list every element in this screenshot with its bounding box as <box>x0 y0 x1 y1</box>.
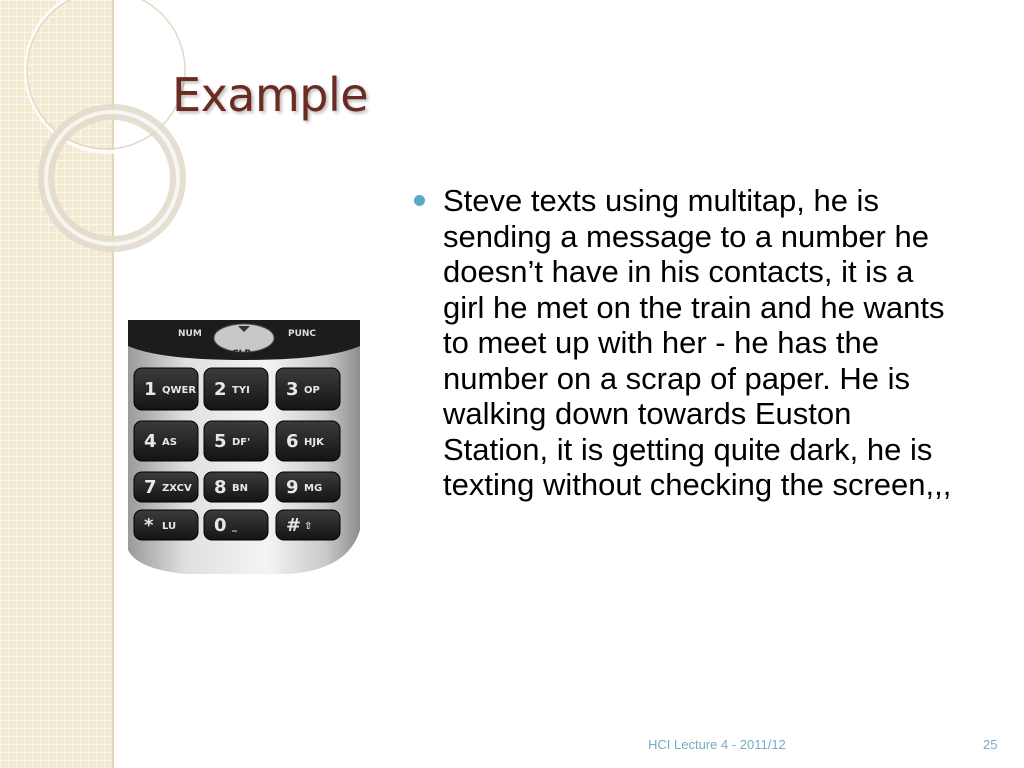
bullet-text: Steve texts using multitap, he is sending a message to a number he doesn’t have in his contacts, it is a girl he met on the train and he wants to meet up with her - he has the number on a scrap of paper. He is walking down towards Euston Station, it is getting quite dark, he is texting without checking the screen,,, <box>443 183 952 502</box>
phone-key-0 <box>204 510 268 540</box>
page-number: 25 <box>983 737 998 752</box>
phone-key-3 <box>276 368 340 410</box>
footer-lecture-label: HCI Lecture 4 - 2011/12 <box>648 737 786 752</box>
key-digit: 6 <box>286 431 299 452</box>
phone-key-4 <box>134 421 198 461</box>
phone-key-8 <box>204 472 268 502</box>
decorative-rings <box>0 0 200 280</box>
key-digit: 9 <box>286 477 299 498</box>
phone-key-star <box>134 510 198 540</box>
key-letters: OP <box>304 385 320 396</box>
key-letters: _ <box>232 521 237 532</box>
key-digit: * <box>144 515 154 536</box>
key-digit: 5 <box>214 431 227 452</box>
key-letters: HJK <box>304 437 324 448</box>
key-digit: 0 <box>214 515 227 536</box>
phone-key-hash <box>276 510 340 540</box>
phone-key-9 <box>276 472 340 502</box>
key-digit: 7 <box>144 477 157 498</box>
phone-key-7 <box>134 472 198 502</box>
key-letters: QWER <box>162 385 197 396</box>
key-digit: 3 <box>286 379 299 400</box>
phone-label-clr: CLR <box>232 349 252 359</box>
key-digit: 4 <box>144 431 157 452</box>
bullet-marker <box>414 195 425 206</box>
phone-key-2 <box>204 368 268 410</box>
phone-key-1 <box>134 368 198 410</box>
slide-title: Example <box>172 68 369 122</box>
key-letters: TYI <box>232 385 250 396</box>
key-digit: 2 <box>214 379 227 400</box>
phone-keys <box>134 368 340 540</box>
phone-label-num: NUM <box>178 329 202 339</box>
key-letters: BN <box>232 483 248 494</box>
key-letters: DF' <box>232 437 251 448</box>
key-letters: ZXCV <box>162 483 192 494</box>
phone-key-5 <box>204 421 268 461</box>
key-letters: MG <box>304 483 323 494</box>
key-letters: ⇧ <box>304 521 313 532</box>
phone-key-6 <box>276 421 340 461</box>
key-letters: LU <box>162 521 177 532</box>
key-digit: 8 <box>214 477 227 498</box>
phone-label-punc: PUNC <box>288 329 317 339</box>
key-digit: # <box>286 515 302 536</box>
phone-keypad-image <box>128 320 360 576</box>
key-letters: AS <box>162 437 177 448</box>
decor-ring-bottom-highlight <box>46 112 178 244</box>
key-digit: 1 <box>144 379 157 400</box>
